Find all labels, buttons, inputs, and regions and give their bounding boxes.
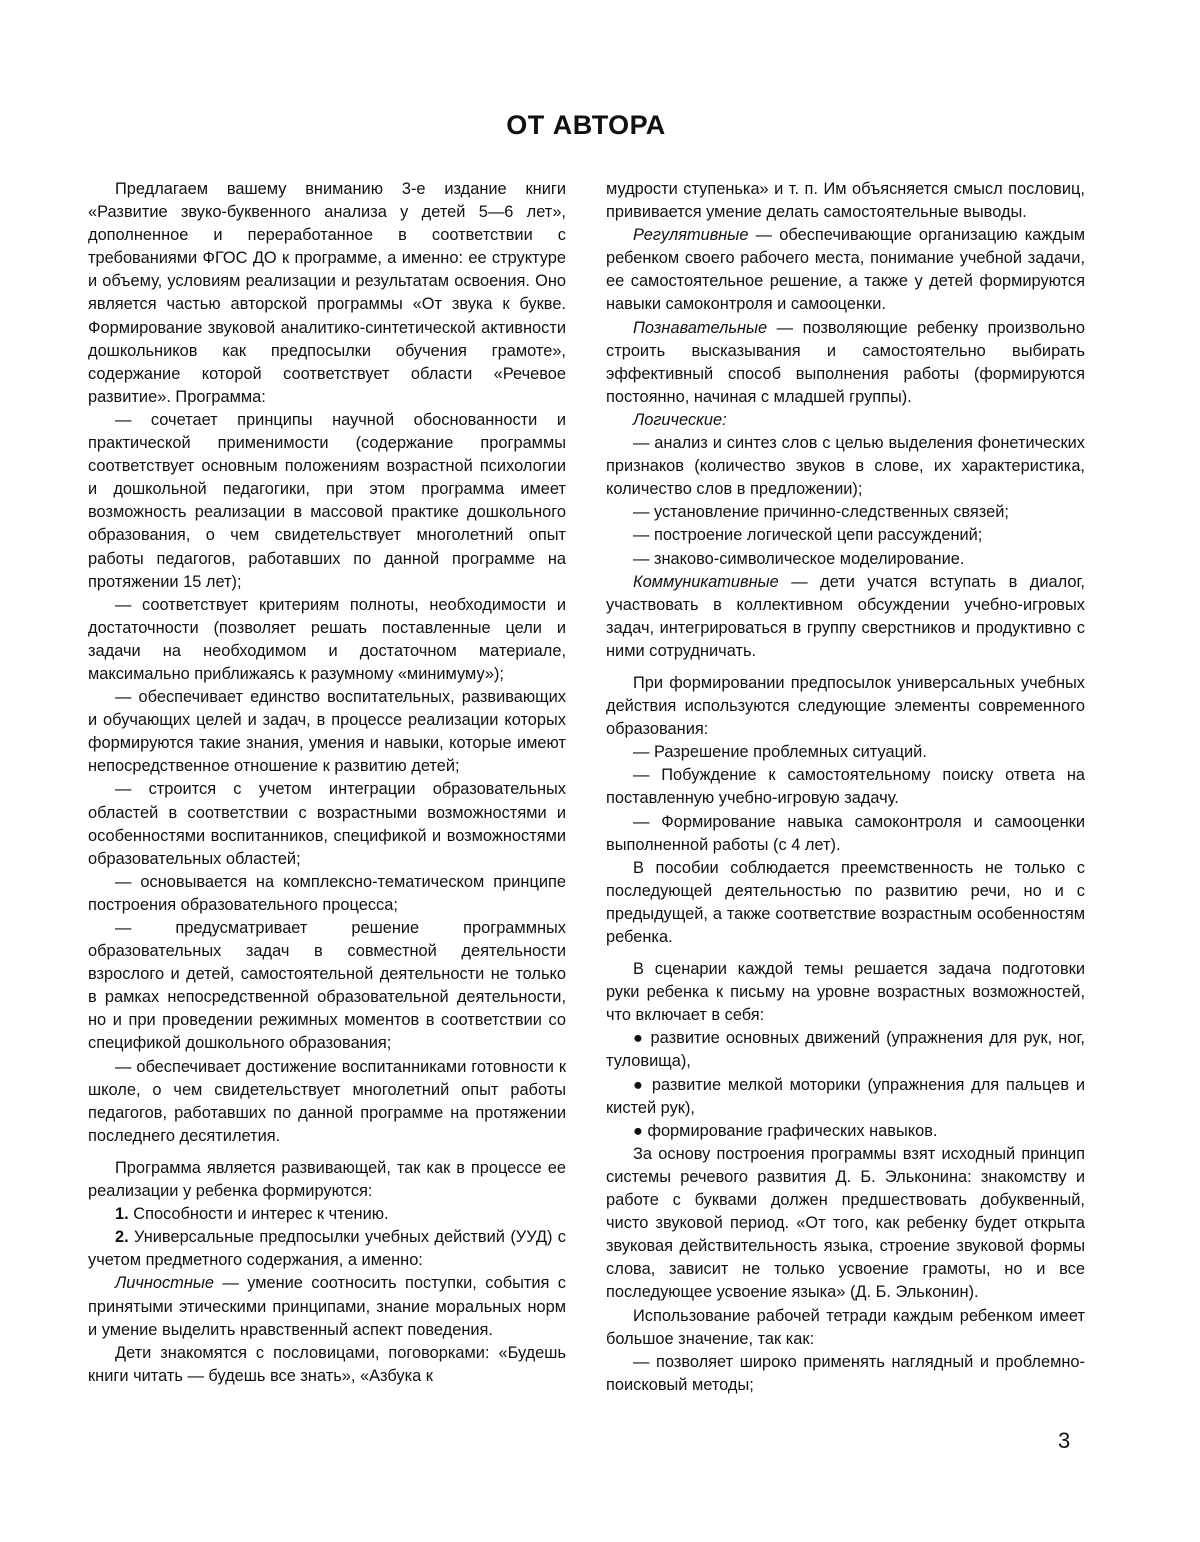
paragraph: мудрости ступенька» и т. п. Им объясняется смысл пословиц, прививается умение делать самостоятельные выводы. — [606, 180, 1085, 222]
bullet-item: ● развитие мелкой моторики (упражнения для пальцев и кистей рук), — [606, 1075, 1085, 1117]
paragraph: — анализ и синтез слов с целью выделения фонетических признаков (количество звуков в слове, их характеристика, количество слов в предложении); — [606, 434, 1085, 499]
numbered-item: 1. Способности и интерес к чтению. — [115, 1205, 389, 1224]
paragraph: Дети знакомятся с пословицами, поговорками: «Будешь книги читать — будешь все знать», «Азбука к — [88, 1343, 566, 1385]
bullet-item: ● формирование графических навыков. — [633, 1121, 938, 1140]
paragraph: — позволяет широко применять наглядный и проблемно-поисковый методы; — [606, 1352, 1085, 1394]
bullet-icon: ● — [633, 1075, 646, 1094]
paragraph: При формировании предпосылок универсальных учебных действия используются следующие элементы современного образования: — [606, 673, 1085, 739]
paragraph: — сочетает принципы научной обоснованности и практической применимости (содержание программы соответствует основным положениям возрастной психологии и дошкольной педагогики, при этом программа имеет возможность реализации в массовой практике дошкольного образования, о чем свидетельствует многолетний опыт работы педагогов, работавших по данной программе на протяжении 15 лет); — [88, 410, 566, 591]
left-column — [88, 178, 566, 1388]
paragraph: — построение логической цепи рассуждений; — [633, 526, 983, 545]
page-number: 3 — [1058, 1428, 1071, 1453]
paragraph: Регулятивные — обеспечивающие организацию каждым ребенком своего рабочего места, понимание учебной задачи, ее самостоятельное решение, а также у детей формируются навыки самоконтроля и самооценки. — [606, 226, 1085, 314]
paragraph: — предусматривает решение программных образовательных задач в совместной деятельности взрослого и детей, самостоятельной деятельности не только в рамках непосредственной образовательной деятельности, но и при проведении режимных моментов в соответствии со спецификой дошкольного образования; — [88, 919, 566, 1053]
paragraph: Личностные — умение соотносить поступки, события с принятыми этическими принципами, знание моральных норм и умение выделить нравственный аспект поведения. — [88, 1274, 566, 1339]
paragraph: — обеспечивает достижение воспитанниками готовности к школе, о чем свидетельствует многолетний опыт работы педагогов, работавших по данной программе на протяжении последнего десятилетия. — [88, 1057, 566, 1145]
right-column — [606, 178, 1085, 1397]
paragraph: — обеспечивает единство воспитательных, развивающих и обучающих целей и задач, в процессе реализации которых формируются такие знания, умения и навыки, которые имеют непосредственное отношение к развитию детей; — [88, 688, 566, 776]
bullet-icon: ● — [633, 1029, 645, 1048]
paragraph: В сценарии каждой темы решается задача подготовки руки ребенка к письму на уровне возрастных возможностей, что включает в себя: — [606, 960, 1085, 1025]
paragraph: — знаково-символическое моделирование. — [633, 549, 965, 568]
paragraph: — основывается на комплексно-тематическом принципе построения образовательного процесса; — [88, 872, 566, 914]
paragraph: Использование рабочей тетради каждым ребенком имеет большое значение, так как: — [606, 1306, 1085, 1348]
bullet-item: ● развитие основных движений (упражнения для рук, ног, туловища), — [606, 1029, 1085, 1071]
subheading: Логические: — [633, 410, 727, 429]
paragraph: Программа является развивающей, так как в процессе ее реализации у ребенка формируются: — [88, 1158, 566, 1201]
paragraph: В пособии соблюдается преемственность не только с последующей деятельностью по развитию речи, но и с предыдущей, а также соответствие возрастным особенностям ребенка. — [606, 858, 1085, 946]
paragraph: — соответствует критериям полноты, необходимости и достаточности (позволяет решать поставленные цели и задачи на необходимом и достаточном материале, максимально приближаясь к разумному «минимуму»); — [88, 595, 566, 683]
paragraph: Коммуникативные — дети учатся вступать в диалог, участвовать в коллективном обсуждении учебно-игровых задач, интегрироваться в группу сверстников и продуктивно с ними сотрудничать. — [606, 572, 1085, 660]
numbered-item: 2. Универсальные предпосылки учебных действий (УУД) с учетом предметного содержания, а именно: — [88, 1228, 566, 1270]
paragraph: — строится с учетом интеграции образовательных областей в соответствии с возрастными возможностями и особенностями воспитанников, спецификой и возможностями образовательных областей; — [88, 780, 566, 868]
paragraph: За основу построения программы взят исходный принцип системы речевого развития Д. Б. Эльконина: знакомству и работе с буквами должен предшествовать добуквенный, чисто звуковой период. «От того, как ребенку будет открыта звуковая действительность языка, строение звуковой формы слова, зависит не только усвоение грамоты, но и все последующее усвоение языка» (Д. Б. Эльконин). — [606, 1144, 1085, 1302]
paragraph: — Побуждение к самостоятельному поиску ответа на поставленную учебно-игровую задачу. — [606, 766, 1085, 808]
bullet-icon: ● — [633, 1121, 643, 1140]
paragraph: — установление причинно-следственных связей; — [633, 503, 1009, 522]
paragraph: — Разрешение проблемных ситуаций. — [633, 743, 927, 762]
page-title: ОТ АВТОРА — [506, 110, 666, 140]
paragraph: Предлагаем вашему вниманию 3-е издание книги «Развитие звуко-буквенного анализа у детей 5—6 лет», дополненное и переработанное в соответствии с требованиями ФГОС ДО к программе, а именно: ее структуре и объему, условиям реализации и результатам освоения. Оно является частью авторской программы «От звука к букве. Формирование звуковой аналитико-синтетической активности дошкольников как предпосылки обучения грамоте», содержание которой соответствует области «Речевое развитие». Программа: — [88, 180, 566, 406]
paragraph: — Формирование навыка самоконтроля и самооценки выполненной работы (с 4 лет). — [606, 812, 1085, 854]
paragraph: Познавательные — позволяющие ребенку произвольно строить высказывания и самостоятельно выбирать эффективный способ выполнения работы (формируются постоянно, начиная с младшей группы). — [606, 318, 1085, 406]
